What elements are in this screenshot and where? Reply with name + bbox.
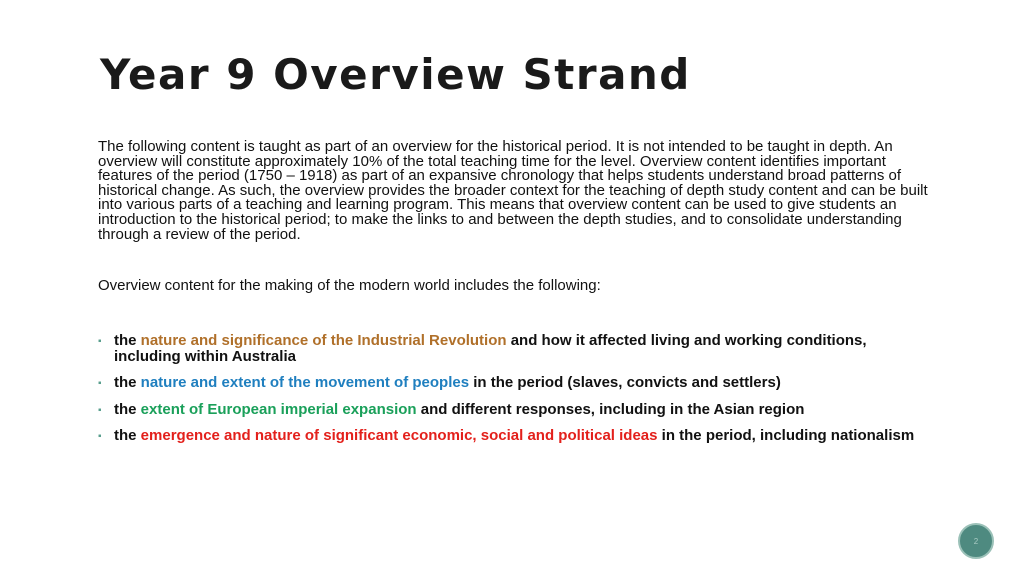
slide-title: Year 9 Overview Strand (100, 50, 691, 99)
bullet-square-icon: ▪ (98, 404, 102, 416)
bullet-prefix: the (114, 427, 141, 444)
bullet-highlight: emergence and nature of significant economic, social and political ideas (140, 427, 658, 444)
bullet-square-icon: ▪ (98, 336, 102, 347)
bullet-prefix: the (114, 374, 141, 391)
bullet-item (98, 402, 928, 418)
bullet-square-icon: ▪ (98, 378, 102, 389)
bullet-suffix: and how it affected living and working conditions, including within Australia (114, 332, 867, 365)
bullet-item (98, 333, 928, 364)
page-number-badge: 2 (958, 523, 994, 559)
bullet-highlight: nature and extent of the movement of peoples (140, 374, 470, 391)
bullet-highlight: extent of European imperial expansion (136, 400, 417, 418)
bullet-prefix: the (114, 400, 137, 418)
lead-paragraph: Overview content for the making of the modern world includes the following: (98, 277, 601, 294)
bullet-list (98, 333, 928, 455)
bullet-suffix: and different responses, including in the Asian region (416, 400, 805, 418)
intro-paragraph: The following content is taught as part of an overview for the historical period. It is not intended to be taught in depth. An overview will constitute approximately 10% of the total teaching time for the level. Overview content identifies important features of the period (1750 – 1918) as part of an expansive chronology that helps students understand broad patterns of historical change. As such, the overview provides the broader context for the teaching of depth study content and can be built into various parts of a teaching and learning program. This means that overview content can be used to give students an introduction to the historical period; to make the links to and between the depth studies, and to consolidate understanding through a review of the period. (98, 138, 928, 243)
bullet-item (98, 428, 928, 444)
bullet-suffix: in the period (slaves, convicts and settlers) (469, 374, 781, 391)
bullet-square-icon: ▪ (98, 431, 102, 442)
bullet-highlight: nature and significance of the Industrial Revolution (140, 332, 507, 349)
bullet-prefix: the (114, 332, 141, 349)
bullet-item (98, 375, 928, 391)
bullet-suffix: in the period, including nationalism (657, 427, 915, 444)
